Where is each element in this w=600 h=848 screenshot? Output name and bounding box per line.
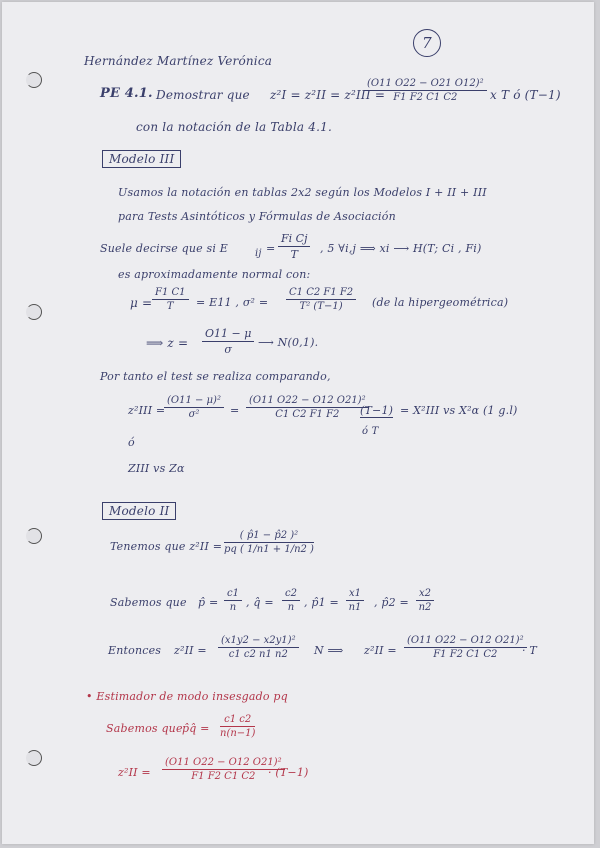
zz2-frac-num: (O11 O22 − O12 O21)²	[246, 395, 369, 408]
tenemos-fraction	[224, 530, 314, 555]
tenemos-text: Tenemos que z²II =	[110, 540, 223, 553]
p2-fraction	[416, 588, 434, 613]
mu-fraction	[152, 287, 189, 312]
bullet1-pre: Suele decirse que si E	[100, 242, 229, 255]
ent-frac-num: (x1y2 − x2y1)²	[218, 635, 299, 648]
problem-z-lhs: z²I = z²II = z²III =	[270, 88, 386, 102]
zz-factor-alt: ó T	[362, 426, 379, 437]
binder-hole	[26, 72, 42, 88]
bullet1-line2: es aproximadamente normal con:	[118, 268, 311, 281]
bullet1-post: , 5 ∀i,j ⟹ xi ⟶ H(T; Ci , Fi)	[320, 242, 482, 255]
sigma-fraction	[286, 287, 356, 312]
problem-fraction	[364, 78, 487, 103]
res-frac-num: (O11 O22 − O12 O21)²	[162, 757, 285, 770]
q-fraction	[282, 588, 300, 613]
p1-fraction	[346, 588, 364, 613]
tenemos-frac-den: pq ( 1/n1 + 1/n2 )	[224, 544, 314, 555]
pq-lhs: p̂q̂ =	[182, 722, 210, 735]
pq-frac-num: c1 c2	[220, 714, 255, 727]
p-hat: p̂ =	[198, 596, 219, 609]
bullet2: Por tanto el test se realiza comparando,	[100, 370, 331, 383]
ent-fraction	[218, 635, 299, 660]
problem-label: PE 4.1.	[100, 86, 153, 101]
q-hat: , q̂ =	[246, 596, 274, 609]
p1-frac-den: n1	[348, 602, 362, 613]
ent-lhs: z²II =	[174, 644, 207, 657]
z-vs: ZIII vs Zα	[128, 462, 185, 475]
p2-frac-den: n2	[418, 602, 432, 613]
pq-fraction	[220, 714, 255, 739]
modelo3-title: Modelo III	[102, 150, 181, 168]
bullet1-frac-den: T	[290, 248, 298, 261]
res-lhs: z²II =	[118, 766, 151, 779]
z-arrow: ⟹ z =	[146, 336, 189, 350]
bullet1-eq: =	[266, 242, 276, 255]
estimador-title: • Estimador de modo insesgado pq	[86, 690, 288, 703]
binder-hole	[26, 528, 42, 544]
or-text: ó	[128, 436, 135, 449]
zz-fraction	[164, 395, 224, 420]
q-frac-num: c2	[282, 588, 300, 601]
res-post: · (T−1)	[268, 766, 309, 779]
bullet1-frac-num: Fi Cj	[278, 232, 310, 247]
p1-hat: , p̂1 =	[304, 596, 339, 609]
zz-post: = X²III vs X²α (1 g.l)	[400, 404, 518, 417]
z-frac-num: O11 − μ	[202, 327, 254, 342]
zz-eq: =	[230, 404, 240, 417]
sabemos-text: Sabemos que	[110, 596, 187, 609]
p1-frac-num: x1	[346, 588, 364, 601]
zz-factor: (T−1)	[360, 404, 394, 417]
modelo2-title: Modelo II	[102, 502, 176, 520]
zz-frac-num: (O11 − μ)²	[164, 395, 224, 408]
q-frac-den: n	[287, 602, 295, 613]
res-fraction	[162, 757, 285, 782]
p2-hat: , p̂2 =	[374, 596, 409, 609]
bullet1-sub: ij	[255, 248, 262, 259]
binder-hole	[26, 304, 42, 320]
mu-frac-den: T	[166, 301, 174, 312]
modelo3-intro1: Usamos la notación en tablas 2x2 según los Modelos I + II + III	[118, 186, 487, 199]
problem-line2: con la notación de la Tabla 4.1.	[136, 120, 332, 134]
z-post: ⟶ N(0,1).	[258, 336, 319, 349]
res-frac-den: F1 F2 C1 C2	[191, 771, 256, 782]
ent-lhs2: z²II =	[364, 644, 397, 657]
zz2-frac-den: C1 C2 F1 F2	[275, 409, 340, 420]
ent-frac-den: c1 c2 n1 n2	[228, 649, 288, 660]
sigma-frac-num: C1 C2 F1 F2	[286, 287, 356, 300]
mu-mid: = E11 , σ² =	[196, 296, 269, 309]
entonces-text: Entonces	[108, 644, 162, 657]
p2-frac-num: x2	[416, 588, 434, 601]
tenemos-frac-num: ( p̂1 − p̂2 )²	[224, 530, 314, 543]
z-frac-den: σ	[224, 343, 232, 356]
problem-text: Demostrar que	[156, 88, 250, 102]
p-fraction	[224, 588, 242, 613]
zz-lhs: z²III =	[128, 404, 166, 417]
mu-lhs: μ =	[130, 296, 153, 310]
p-frac-num: c1	[224, 588, 242, 601]
binder-hole	[26, 750, 42, 766]
notebook-page	[2, 2, 594, 844]
sigma-frac-den: T² (T−1)	[299, 301, 343, 312]
zz2-fraction	[246, 395, 369, 420]
mu-frac-num: F1 C1	[152, 287, 189, 300]
ent2-frac-den: F1 F2 C1 C2	[433, 649, 498, 660]
problem-frac-num: (O11 O22 − O21 O12)²	[364, 78, 487, 91]
ent-n: N ⟹	[314, 644, 344, 657]
bullet1-fraction	[278, 232, 310, 261]
page-number: 7	[413, 29, 441, 57]
zz-frac-den: σ²	[188, 409, 200, 420]
mu-note: (de la hipergeométrica)	[372, 296, 509, 309]
ent2-fraction	[404, 635, 527, 660]
problem-suffix: x T ó (T−1)	[490, 88, 561, 102]
estimador-sabemos: Sabemos que	[106, 722, 183, 735]
modelo3-intro2: para Tests Asintóticos y Fórmulas de Asociación	[118, 210, 396, 223]
problem-frac-den: F1 F2 C1 C2	[393, 92, 458, 103]
author-name: Hernández Martínez Verónica	[84, 54, 273, 68]
z-fraction	[202, 327, 254, 356]
pq-frac-den: n(n−1)	[220, 728, 256, 739]
ent2-frac-num: (O11 O22 − O12 O21)²	[404, 635, 527, 648]
ent-t: · T	[522, 644, 537, 657]
p-frac-den: n	[229, 602, 237, 613]
